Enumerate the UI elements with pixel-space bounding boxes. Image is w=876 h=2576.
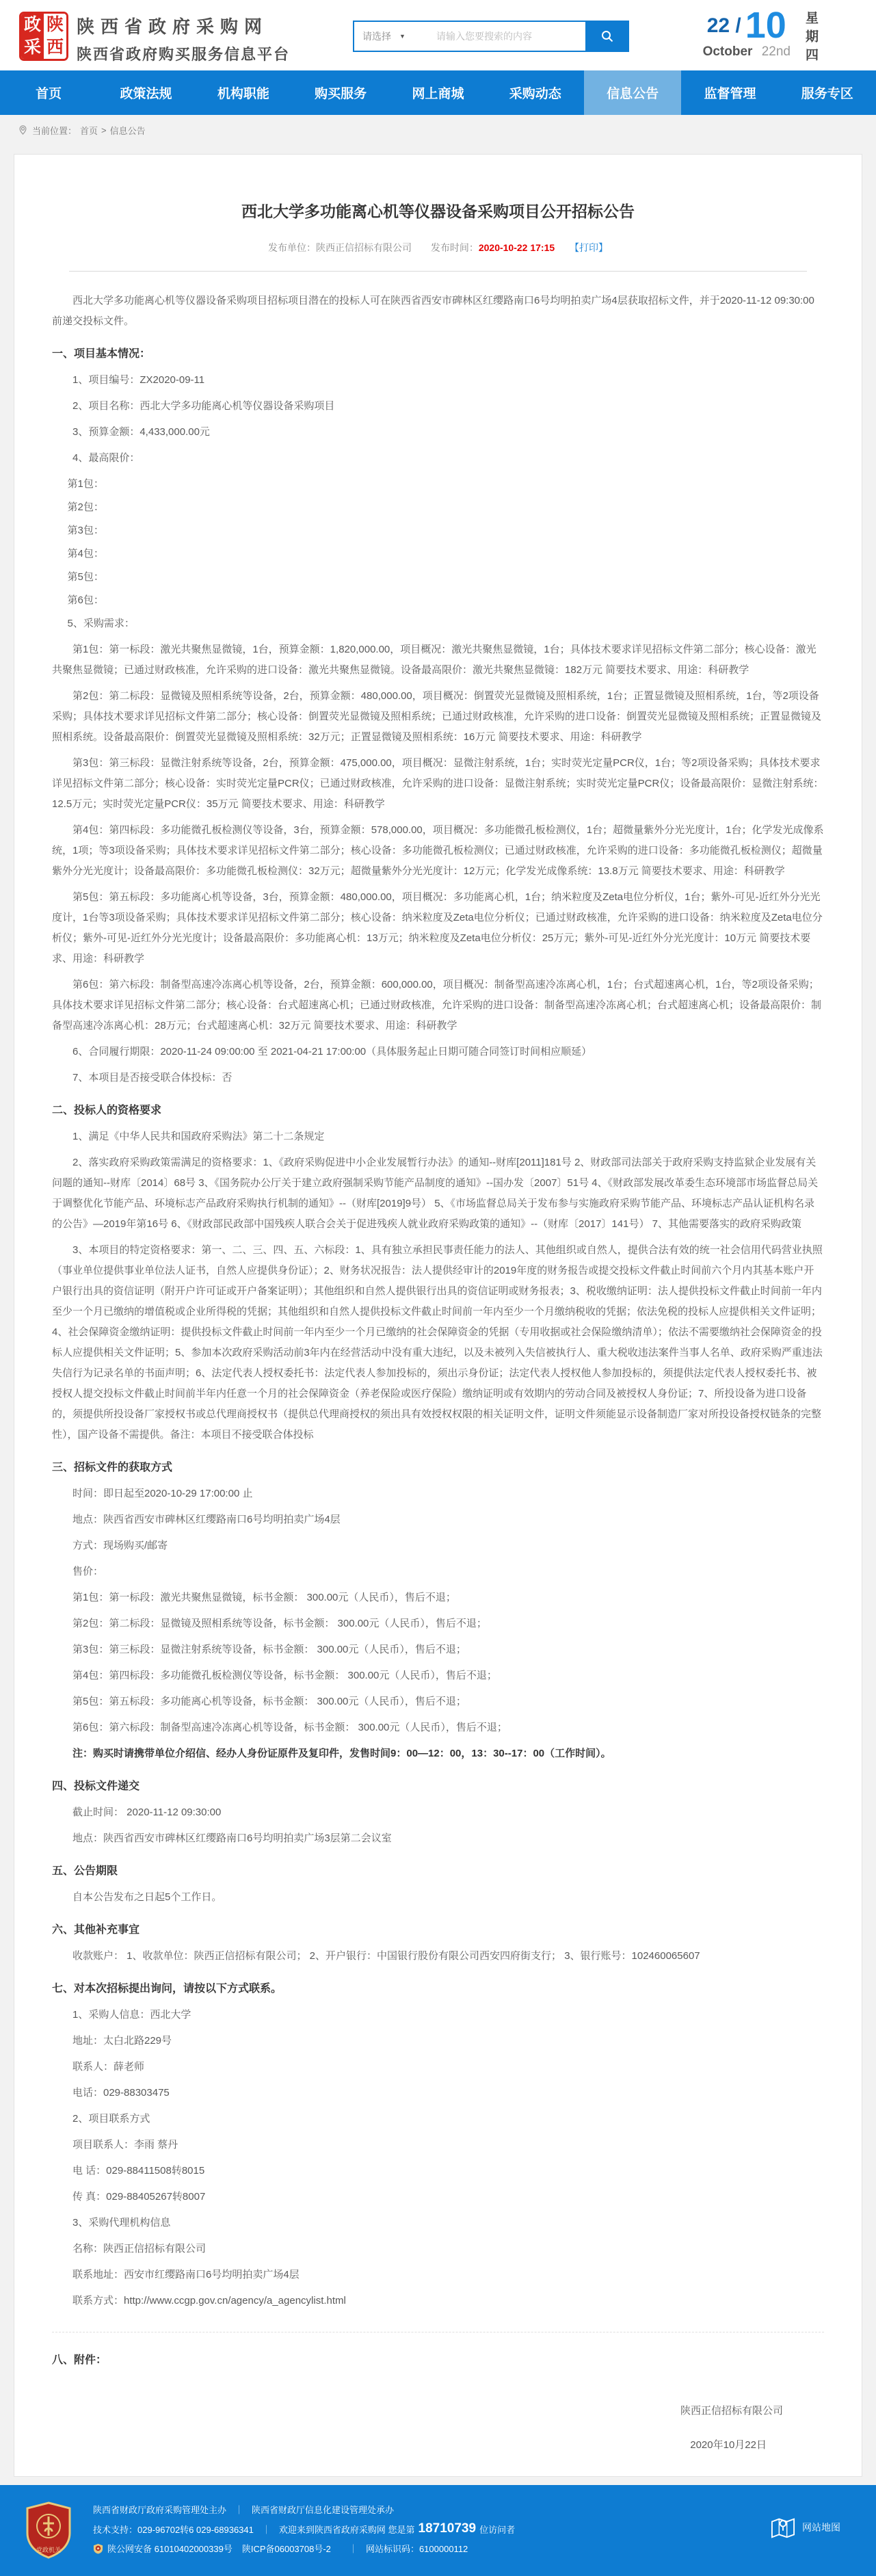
section-heading-1: 一、项目基本情况：	[52, 348, 151, 360]
footer-separator: ｜	[261, 2524, 271, 2535]
nav-item-purchase[interactable]: 购买服务	[315, 87, 367, 101]
article-paragraph: 联系地址：西安市红缨路南口6号均明拍卖广场4层	[72, 2269, 300, 2281]
print-button[interactable]: 【打印】	[570, 242, 609, 254]
search-button[interactable]	[585, 21, 629, 52]
article-paragraph: 3、本项目的特定资格要求：第一、二、三、四、五、六标段：1、具有独立承担民事责任能力的法人、其他组织或自然人，提供合法有效的统一社会信用代码营业执照（事业单位提供事业单位法人证书，自然人应提供身份证）；2、财务状况报告：法人提供经审计的2019年度的财务报告或提交投标文件截止时间前六个月内其基本账户开户银行出具的资信证明（附开户许可证或开户备案证明）；其他组织和自然人提供银行出具的资信证明或财务报表；3、税收缴纳证明：法人提供投标文件截止时间前一年内至少一个月已缴纳的增值税或企业所得税的凭据；其他组织和自然人提供投标文件截止时间前一年内至少一个月缴纳税收的凭据；依法免税的投标人应提供相关文件证明；4、社会保障资金缴纳证明：提供投标文件截止时间前一年内至少一个月已缴纳的社会保障资金的凭据（专用收据或社会保险缴纳清单）；依法不需要缴纳社会保障资金的投标人应提供相关文件证明；5、参加本次政府采购活动前3年内在经营活动中没有重大违纪，以及未被列入失信被执行人、重大税收违法案件当事人名单、政府采购严重违法失信行为记录名单的书面声明；6、法定代表人授权委托书：法定代表人参加投标的，须出示身份证；法定代表人授权他人参加投标的，须提供法定代表人授权委托书、被授权人提交投标文件截止时间前半年内任意一个月的社会保障资金（养老保险或医疗保险）缴纳证明或有效期内的劳动合同及被授权人身份证；7、所投设备为进口设备的，须提供所投设备厂家授权书或总代理商授权书（提供总代理商授权的须出具有效授权权限的相关证明文件，证明文件须能显示设备制造厂家对所投设备授权链条的完整性），国产设备不需提供。备注：本项目不接受联合体投标	[52, 1244, 823, 1441]
article-paragraph: 1、采购人信息：西北大学	[72, 2009, 191, 2021]
nav-item-policy[interactable]: 政策法规	[120, 87, 172, 101]
main-nav	[0, 70, 876, 115]
site-title: 陕西省政府采购网	[77, 16, 269, 37]
article-paragraph: 名称：陕西正信招标有限公司	[72, 2243, 207, 2255]
article-meta	[52, 241, 824, 254]
package-detail: 第6包：第六标段：制备型高速冷冻离心机等设备，2台，预算金额：600,000.00，项目概况：制备型高速冷冻离心机，1台；台式超速离心机，1台，等2项设备采购；具体技术要求详见招标文件第二部分；核心设备：台式超速离心机；已通过财政核准，允许采购的进口设备：制备型高速冷冻离心机；台式超速离心机；设备最高限价：制备型高速冷冻离心机：28万元；台式超速离心机：32万元 简要技术要求、用途：科研教学	[52, 979, 822, 1032]
search-category-value: 请选择	[362, 31, 391, 42]
signature-company: 陕西正信招标有限公司	[680, 2405, 783, 2417]
package-detail: 第3包：第三标段：显微注射系统等设备，2台，预算金额：475,000.00，项目概况：显微注射系统，1台；实时荧光定量PCR仪，1台；等2项设备采购；具体技术要求详见招标文件第二部分；核心设备：实时荧光定量PCR仪；已通过财政核准，允许采购的进口设备：显微注射系统；实时荧光定量PCR仪；设备最高限价：显微注射系统：12.5万元；实时荧光定量PCR仪：35万元 简要技术要求、用途：科研教学	[52, 757, 824, 811]
footer-welcome-prefix: 欢迎来到陕西省政府采购网 您是第	[278, 2524, 415, 2535]
search-icon	[600, 29, 614, 43]
article-paragraph: 2、项目名称：西北大学多功能离心机等仪器设备采购项目	[72, 400, 335, 412]
gov-emblem-icon	[25, 2501, 72, 2562]
nav-item-functions[interactable]: 机构职能	[217, 87, 269, 101]
article-paragraph: 2、项目联系方式	[72, 2113, 150, 2125]
price-line: 第2包：第二标段：显微镜及照相系统等设备，标书金额： 300.00元（人民币），售后不退；	[72, 1618, 487, 1630]
site-header	[0, 0, 876, 70]
package-line: 第3包：	[67, 525, 104, 537]
article-paragraph: 售价：	[72, 1566, 104, 1578]
package-line: 第1包：	[67, 478, 104, 490]
search-category-select[interactable]	[354, 22, 431, 51]
breadcrumb	[0, 115, 876, 145]
date-weekday: 星期四	[804, 11, 818, 66]
article-paragraph: 地址：太白北路229号	[72, 2035, 172, 2047]
section-heading-5: 五、公告期限	[52, 1865, 118, 1878]
footer-text	[93, 2497, 515, 2560]
package-line: 第5包：	[67, 571, 104, 583]
nav-item-home[interactable]: 首页	[36, 87, 62, 101]
footer-host: 陕西省财政厅政府采购管理处主办	[93, 2505, 227, 2516]
date-widget	[702, 5, 857, 66]
breadcrumb-prefix: 当前位置：	[32, 125, 77, 136]
package-detail: 第4包：第四标段：多功能微孔板检测仪等设备，3台，预算金额：578,000.00，项目概况：多功能微孔板检测仪，1台；超微量紫外分光光度计，1台；化学发光成像系统，1项；等3项设备采购；具体技术要求详见招标文件第二部分；核心设备：多功能微孔板检测仪；已通过财政核准，允许采购的进口设备：多功能微孔板检测仪；超微量紫外分光光度计；设备最高限价：多功能微孔板检测仪：32万元；超微量紫外分光光度计：12万元；化学发光成像系统：13.8万元 简要技术要求、用途：科研教学	[52, 824, 824, 878]
package-detail: 第1包：第一标段：激光共聚焦显微镜，1台，预算金额：1,820,000.00，项目概况：激光共聚焦显微镜，1台；具体技术要求详见招标文件第二部分；核心设备：激光共聚焦显微镜；已通过财政核准，允许采购的进口设备：激光共聚焦显微镜。设备最高限价：激光共聚焦显微镜：182万元 简要技术要求、用途：科研教学	[52, 644, 817, 676]
search-input[interactable]	[431, 22, 585, 51]
footer-site-code: 网站标识码：6100000112	[365, 2544, 468, 2555]
article-paragraph: 7、本项目是否接受联合体投标：否	[72, 1072, 233, 1084]
package-line: 第2包：	[67, 501, 104, 514]
date-day: 22 /	[706, 14, 741, 38]
date-ordinal: 22nd	[761, 44, 791, 60]
article-paragraph: 1、项目编号：ZX2020-09-11	[72, 374, 205, 386]
publish-time-value: 2020-10-22 17:15	[478, 242, 555, 254]
package-line: 第6包：	[67, 594, 104, 607]
svg-text:党政机关: 党政机关	[36, 2547, 62, 2554]
sitemap-label: 网站地图	[802, 2522, 840, 2534]
footer-separator: ｜	[235, 2505, 244, 2516]
nav-item-announcements[interactable]: 信息公告	[584, 70, 681, 115]
price-line: 第3包：第三标段：显微注射系统等设备，标书金额： 300.00元（人民币），售后不退；	[72, 1644, 466, 1656]
article-paragraph: 地点：陕西省西安市碑林区红缨路南口6号均明拍卖广场4层	[72, 1514, 341, 1526]
site-footer	[0, 2485, 876, 2576]
article-paragraph: 4、最高限价：	[72, 452, 140, 464]
sitemap-link[interactable]	[770, 2515, 840, 2540]
breadcrumb-separator: >	[101, 124, 107, 135]
site-subtitle: 陕西省政府购买服务信息平台	[77, 46, 291, 63]
nav-item-mall[interactable]: 网上商城	[412, 87, 464, 101]
article-paragraph: 截止时间： 2020-11-12 09:30:00	[72, 1806, 222, 1819]
section-heading-6: 六、其他补充事宜	[52, 1924, 140, 1936]
visitor-count: 18710739	[418, 2521, 477, 2536]
breadcrumb-current: 信息公告	[109, 125, 146, 136]
signature-block	[52, 2401, 824, 2456]
publisher-label: 发布单位：	[267, 242, 316, 254]
nav-item-services[interactable]: 服务专区	[801, 87, 853, 101]
price-line: 第4包：第四标段：多功能微孔板检测仪等设备，标书金额： 300.00元（人民币），售后不退；	[72, 1670, 497, 1682]
meta-divider	[69, 271, 807, 272]
article-paragraph: 2、落实政府采购政策需满足的资格要求：1、《政府采购促进中小企业发展暂行办法》的通知--财库[2011]181号 2、财政部司法部关于政府采购支持监狱企业发展有关问题的通知--财库〔2014〕68号 3、《国务院办公厅关于建立政府强制采购节能产品制度的通知》--国办发〔2007〕51号 4、《财政部发展改革委生态环境部市场监督总局关于调整优化节能产品、环境标志产品政府采购执行机制的通知》--（财库[2019]9号） 5、《市场监督总局关于发布参与实施政府采购节能产品、环境标志产品认证机构名录的公告》—2019年第16号 6、《财政部民政部中国残疾人联合会关于促进残疾人就业政府采购政策的通知》--（财库〔2017〕141号） 7、其他需要落实的政府采购政策	[52, 1157, 819, 1231]
footer-welcome-suffix: 位访问者	[479, 2524, 516, 2535]
article-paragraph: 1、满足《中华人民共和国政府采购法》第二十二条规定	[72, 1131, 325, 1143]
nav-item-news[interactable]: 采购动态	[509, 87, 561, 101]
article-paragraph: 电 话：029-88411508转8015	[72, 2165, 205, 2177]
article-paragraph: 时间：即日起至2020-10-29 17:00:00 止	[72, 1488, 253, 1500]
breadcrumb-home-link[interactable]: 首页	[80, 125, 98, 136]
package-detail: 第2包：第二标段：显微镜及照相系统等设备，2台，预算金额：480,000.00，项目概况：倒置荧光显微镜及照相系统，1台；正置显微镜及照相系统，1台，等2项设备采购；具体技术要求详见招标文件第二部分；核心设备：倒置荧光显微镜及照相系统；已通过财政核准，允许采购的进口设备：倒置荧光显微镜及照相系统；正置显微镜及照相系统。设备最高限价：倒置荧光显微镜及照相系统：32万元；正置显微镜及照相系统：16万元 简要技术要求、用途：科研教学	[52, 690, 822, 744]
package-line: 第4包：	[67, 548, 104, 560]
footer-police-record-link[interactable]: 陕公网安备 61010402000339号	[107, 2544, 233, 2555]
site-titles	[77, 13, 290, 64]
article-paragraph: 项目联系人：李雨 蔡丹	[72, 2139, 178, 2151]
search-bar	[353, 21, 629, 52]
logo-char: 陕	[44, 14, 66, 36]
section-heading-4: 四、投标文件递交	[52, 1780, 140, 1793]
article-paragraph: 自本公告发布之日起5个工作日。	[72, 1891, 222, 1904]
logo-char: 政	[21, 14, 44, 36]
publisher-value: 陕西正信招标有限公司	[315, 242, 412, 254]
article-body	[52, 291, 824, 2456]
page-title: 西北大学多功能离心机等仪器设备采购项目公开招标公告	[241, 202, 635, 221]
footer-icp-link[interactable]: 陕ICP备06003708号-2	[241, 2544, 331, 2555]
announcement-card	[14, 154, 862, 2477]
section-heading-8: 八、附件：	[52, 2354, 107, 2367]
price-line: 第1包：第一标段：激光共聚焦显微镜，标书金额： 300.00元（人民币），售后不退；	[72, 1592, 456, 1604]
package-detail: 第5包：第五标段：多功能离心机等设备，3台，预算金额：480,000.00，项目概况：多功能离心机，1台；纳米粒度及Zeta电位分析仪，1台；紫外-可见-近红外分光光度计，1台等3项设备采购；具体技术要求详见招标文件第二部分；核心设备：纳米粒度及Zeta电位分析仪；已通过财政核准，允许采购的进口设备：纳米粒度及Zeta电位分析仪；紫外-可见-近红外分光光度计；设备最高限价：多功能离心机：13万元；纳米粒度及Zeta电位分析仪：25万元；紫外-可见-近红外分光光度计：10万元 简要技术要求、用途：科研教学	[52, 891, 823, 965]
date-month: 10	[745, 5, 786, 46]
article-paragraph: 收款账户： 1、收款单位：陕西正信招标有限公司； 2、开户银行：中国银行股份有限公司西安四府街支行； 3、银行账号：102460065607	[72, 1950, 700, 1962]
article-paragraph: 地点：陕西省西安市碑林区红缨路南口6号均明拍卖广场3层第二会议室	[72, 1832, 392, 1845]
purchase-note: 注：购买时请携带单位介绍信、经办人身份证原件及复印件，发售时间9：00—12：00，13：30--17：00（工作时间）。	[72, 1748, 611, 1760]
article-paragraph: 联系人：薛老师	[72, 2061, 145, 2073]
footer-undertake: 陕西省财政厅信息化建设管理处承办	[252, 2505, 395, 2516]
footer-tech-support: 技术支持：029-96702转6 029-68936341	[93, 2524, 254, 2535]
publish-time-label: 发布时间：	[430, 242, 479, 254]
date-month-name: October	[702, 44, 753, 60]
logo-char: 西	[44, 36, 66, 59]
logo-char: 采	[21, 36, 44, 59]
article-paragraph: 传 真：029-88405267转8007	[72, 2191, 206, 2203]
chevron-down-icon: ▼	[399, 33, 406, 40]
section-heading-3: 三、招标文件的获取方式	[52, 1462, 173, 1474]
signature-date: 2020年10月22日	[690, 2439, 767, 2452]
police-badge-icon	[93, 2543, 103, 2554]
price-line: 第6包：第六标段：制备型高速冷冻离心机等设备，标书金额： 300.00元（人民币），售后不退；	[72, 1722, 507, 1734]
footer-separator: ｜	[348, 2544, 358, 2555]
article-paragraph: 方式：现场购买/邮寄	[72, 1540, 168, 1552]
section-heading-7: 七、对本次招标提出询问，请按以下方式联系。	[52, 1983, 282, 1995]
site-logo-seal-icon	[19, 12, 68, 61]
sitemap-map-icon	[770, 2515, 796, 2540]
article-intro: 西北大学多功能离心机等仪器设备采购项目招标项目潜在的投标人可在陕西省西安市碑林区红缨路南口6号均明拍卖广场4层获取招标文件，并于2020-11-12 09:30:00前递交投标文件。	[52, 295, 814, 328]
article-paragraph: 5、采购需求：	[67, 618, 135, 630]
location-pin-icon	[19, 125, 27, 135]
article-paragraph: 6、合同履行期限：2020-11-24 09:00:00 至 2021-04-21 17:00:00（具体服务起止日期可随合同签订时间相应顺延）	[72, 1046, 592, 1058]
price-line: 第5包：第五标段：多功能离心机等设备，标书金额： 300.00元（人民币），售后不退；	[72, 1696, 466, 1708]
nav-item-supervision[interactable]: 监督管理	[704, 87, 756, 101]
article-paragraph: 联系方式：http://www.ccgp.gov.cn/agency/a_agencylist.html	[72, 2295, 346, 2307]
article-paragraph: 电话：029-88303475	[72, 2087, 170, 2099]
section-heading-2: 二、投标人的资格要求	[52, 1105, 162, 1117]
article-paragraph: 3、采购代理机构信息	[72, 2217, 171, 2229]
article-paragraph: 3、预算金额：4,433,000.00元	[72, 426, 210, 438]
